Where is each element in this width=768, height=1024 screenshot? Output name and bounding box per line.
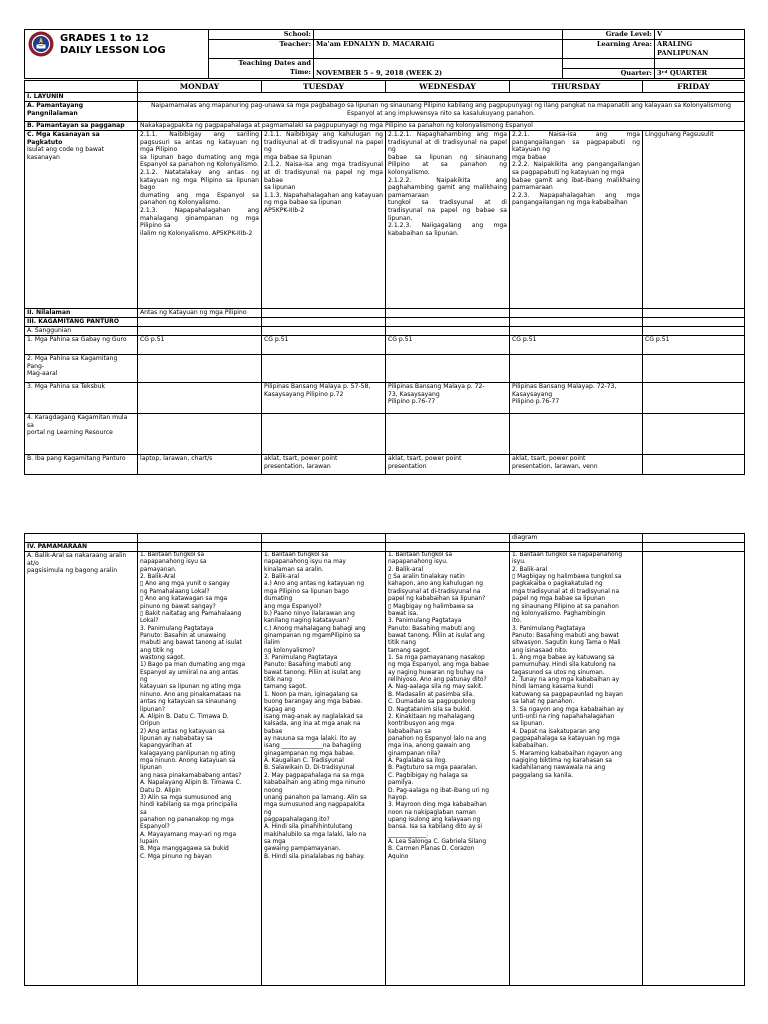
blank-cell [138,93,745,102]
document-title [60,33,166,57]
blank-cell [262,327,386,336]
gabay-thursday: CG p.51 [510,336,643,355]
blank-cell [510,414,643,455]
blank-cell [643,534,745,543]
teksbuk-monday [138,383,262,414]
nilalaman-text: Antas ng Katayuan ng mga Pilipino [138,309,262,318]
nilalaman-label: II. Nilalaman [25,309,138,318]
pamantayan-pagganap-text: Nakakapagpakita ng pagpapahalaga at pagmamalaki sa pagpupunyagi ng mga Pilipino sa panahon ng kolonyalismong Espanyol [138,122,745,131]
blank-cell [138,543,262,552]
blank-cell [643,309,745,318]
teksbuk-wednesday: Pilipinas Bansang Malaya p. 72- 73, Kasaysayang Pilipino p.76-77 [386,383,510,414]
kasanayan-sublabel: Isulat ang code ng bawat kasanayan [27,146,104,161]
kagamitang-panturo-label: III. KAGAMITANG PANTURO [25,318,138,327]
grade-level-label: Grade Level: [563,30,655,40]
balik-aral-wednesday: 1. Balitaan tungkol sa napapanahong isyu. 2. Balik-aral ▯ Sa aralin tinalakay natin kahapon, ano ang kahulugan ng tradisyunal at di-tradisyunal na papel ng kababaihan sa lipunan? ▯ Magbigay ng halimbawa sa bawat isa. 3. Panimulang Pagtataya Panuto: Basahing mabuti ang bawat tanong. Piliin at isulat ang titik nang tamang sagot. 1. Sa mga pamayanang nasakop ng mga Espanyol, ang mga babae ay naging huwaran ng buhay na relihiyoso. Ano ang patunay dito? A. Nag-aalaga sila ng may sakit. B. Madasalin at pasimba sila. C. Dumadalo sa pagpupulong D. Nagtatanim sila sa bukid. 2. Kinakitaan ng mahalagang kontribusyon ang mga kababaihan sa panahon ng Espanyol lalo na ang mga ina, anong gawain ang ginampanan nila? A. Paglalaba sa ilog. B. Pagtuturo sa mga paaralan. C. Pagbibigay ng halaga sa pamilya. D. Pag-aalaga ng ibat-ibang uri ng hayop. 3. Mayroon ding mga kababaihan noon na nakipaglaban naman upang isulong ang kalayaan ng bansa. Isa sa kabilang dito ay si _____________. A. Lea Salonga C. Gabriela Silang B. Carmen Planas D. Corazon Aquino [386,552,510,986]
learning-area-label: Learning Area: [563,40,655,59]
iba-pang-kagamitan-label: B. Iba pang Kagamitang Panturo [25,455,138,475]
blank-cell [643,318,745,327]
school-value [314,30,563,40]
blank-cell [386,355,510,383]
blank-cell [262,543,386,552]
blank-cell [563,59,655,69]
day-friday: FRIDAY [643,81,745,93]
iba-wednesday: aklat, tsart, power point presentation [386,455,510,475]
iba-monday: laptop, larawan, chart/s [138,455,262,475]
blank-cell [386,534,510,543]
blank-cell [643,543,745,552]
blank-cell [138,327,262,336]
balik-aral-thursday: 1. Balitaan tungkol sa napapanahong isyu. 2. Balik-aral ▯ Magbigay ng halimbawa tungkol sa pagkakaiba o pagkakatulad ng mga tradisyunal at di tradisyunal na papel ng mga babae sa lipunan ng sinaunang Pilipino at sa panahon ng kolonyalismo. Paghambingin ito. 3. Panimulang Pagtataya Panuto: Basahing mabuti ang bawat sitwasyon. Sagutin kung Tama o Mali ang isinasaad nito. 1. Ang mga babae ay katuwang sa pamumuhay. Hindi sila katulong na tagasunod sa utos ng sinuman. 2. Tunay na ang mga kababaihan ay hindi lamang kasama kundi katuwang sa pagpapaunlad ng bayan sa lahat ng panahon. 3. Sa ngayon ang mga kababaihan ay unti-unti na ring napahahalagahan sa lipunan. 4. Dapat na isakatuparan ang pagpapahalaga sa katayuan ng mga kababaihan. 5. Maraming kababaihan ngayon ang nagiging biktima ng karahasan sa kadahilanang nawawala na ang paggalang sa kanila. [510,552,643,986]
blank-cell [138,414,262,455]
quarter-label: Quarter: [563,69,655,79]
school-label: School: [209,30,314,40]
kasanayan-monday: 2.1.1. Naibibigay ang sariling pagsusuri sa antas ng katayuan ng mga Pilipino sa lipunan bago dumating ang mga Espanyol sa panahon ng Kolonyalismo. 2.1.2. Natatalakay ang antas ng katayuan ng mga Pilipino sa lipunan bago dumating ang mga Espanyol sa panahon ng Kolonyalismo. 2.1.3. Napapahalagahan ang mahalagang ginampanan ng mga Pilipino sa ilalim ng Kolonyalismo. AP5KPK-IIIb-2 [138,131,262,309]
gabay-friday: CG p.51 [643,336,745,355]
iba-thursday-continued: diagram [510,534,643,543]
pamantayang-pangnilalaman-label: A. Pamantayang Pangnilalaman [25,102,138,122]
balik-aral-monday: 1. Balitaan tungkol sa napapanahong isyu sa pamayanan. 2. Balik-Aral ▯ Ano ang mga yunit o sangay ng Pamahalaang Lokal? ▯ Ano ang katawagan sa mga pinuno ng bawat sangay? ▯ Bakit naitatag ang Pamahalaang Lokal? 3. Panimulang Pagtataya Panuto: Basahin at unawaing mabuti ang bawat tanong at isulat ang titik ng wastong sagot. 1) Bago pa man dumating ang mga Espanyol ay umiiral na ang antas ng katayuan sa lipunan ng ating mga ninuno. Ano ang pinakamataas na antas ng katayuan sa sinaunang lipunan? A. Alipin B. Datu C. Timawa D. Oripun 2) Ang antas ng katayuan sa lipunan ay nababatay sa kapangyarihan at kalagayang panlipunan ng ating mga ninuno. Anong katayuan sa lipunan ang nasa pinakamababang antas? A. Napalayang Alipin B. Timawa C. Datu D. Alipin 3) Alin sa mga sumusunod ang hindi kabilang sa mga principalia sa panahon ng pananakop ng mga Espanyol? A. Mayayamang may-ari ng mga lupain B. Mga manggagawa sa bukid C. Mga pinuno ng bayan [138,552,262,986]
blank-cell [386,309,510,318]
blank-cell [510,543,643,552]
kasanayan-friday: Lingguhang Pagsusulit [643,131,745,309]
iba-tuesday: aklat, tsart, power point presentation, larawan [262,455,386,475]
blank-cell [510,318,643,327]
blank-cell [386,543,510,552]
kasanayan-wednesday: 2.1.2.1. Napaghahambing ang mga tradisyunal at di tradisyunal na papel ng babae sa lipunan ng sinaunang Pilipino at sa panahon ng kolonyalismo. 2.1.2.2. Naipakikita ang paghahambing gamit ang malikhaing pamamaraan tungkol sa tradisyunal at di tradisyunal na papel ng babae sa lipunan. 2.1.2.3. Naiigagalang ang mga kababaihan sa lipunan. [386,131,510,309]
pamantayang-pangnilalaman-text: Naipamamalas ang mapanuring pag-unawa sa mga pagbabago sa lipunan ng sinaunang Pilipino kabilang ang pagpupunyagi ng ilang pangkat na mapanatili ang kalayaan sa Kolonyalismong Espanyol at ang impluwensya nito sa kasalukuyang panahon. [138,102,745,122]
grade-level-value: V [655,30,745,40]
balik-aral-tuesday: 1. Balitaan tungkol sa napapanahong isyu na may kinalaman sa aralin. 2. Balik-aral a.) Ano ang antas ng katayuan ng mga Pilipino sa lipunan bago dumating ang mga Espanyol? b.) Paano ninyo ilalarawan ang kanilang naging katatayuan? c.) Anong mahalagang bahagi ang ginampanan ng mgamPilipino sa ilalim ng kolonyalismo? 3. Panimulang Pagtataya Panuto: Basahing mabuti ang bawat tanong. Piliin at isulat ang titik nang tamang sagot. 1. Noon pa man, iginagalang sa buong barangay ang mga babae. Kapag ang isang mag-anak ay naglalakad sa kalsada, ang ina at mga anak na babae ay nauuna sa mga lalaki. Ito ay isang ______________na bahagiing ginagampanan ng mga babae. A. Kaugalian C. Tradisyunal B. Salawikain D. Di-tradisyunal 2. May pagpapahalaga na sa mga kababaihan ang ating mga ninuno noong unang panahon pa lamang. Alin sa mga sumusunod ang nagpapakita ng pagpapahalagang ito? A. Hindi sila pinahihintulutang makihalubilo sa mga lalaki, lalo na sa mga gawaing pampamayanan. B. Hindi sila pinalalabas ng bahay. [262,552,386,986]
pamamaraan-label: IV. PAMAMARAAN [25,543,138,552]
title-line2: DAILY LESSON LOG [60,45,166,56]
blank-cell [138,534,262,543]
quarter-value: 3ʳᵈ QUARTER [655,69,745,79]
blank-cell [262,355,386,383]
kasanayan-label: C. Mga Kasanayan sa Pagkatuto [27,131,100,146]
iba-thursday: aklat, tsart, power point presentation, larawan, venn [510,455,643,475]
day-wednesday: WEDNESDAY [386,81,510,93]
dates-value: NOVEMBER 5 – 9, 2018 (WEEK 2) [314,59,563,79]
kasanayan-thursday: 2.2.1. Naisa-isa ang mga pangangailangan sa pagpapabuti ng katayuan ng mga babae 2.2.2. Naipakikita ang pangangailangan sa pagpapabuti ng katayuan ng mga babae gamit ang ibat-ibang malikhaing pamamaraan 2.2.3. Napapahalagahan ang mga pangangailangan ng mga kababaihan [510,131,643,309]
blank-cell [25,534,138,543]
blank-cell [510,327,643,336]
blank-cell [386,318,510,327]
blank-cell [138,318,262,327]
blank-cell [510,355,643,383]
gabay-tuesday: CG p.51 [262,336,386,355]
dates-label-line2: Time: [289,68,311,76]
blank-cell [138,355,262,383]
blank-cell [655,59,745,69]
kasanayan-label-cell [25,131,138,309]
teksbuk-tuesday: Pilipinas Bansang Malaya p. 57-58, Kasaysayang Pilipino p.72 [262,383,386,414]
lesson-table-page1 [24,80,744,475]
kagamitang-pang-mag-aaral-label: 2. Mga Pahina sa Kagamitang Pang- Mag-aaral [25,355,138,383]
blank-cell [643,327,745,336]
sanggunian-label: A. Sanggunian [25,327,138,336]
title-line1: GRADES 1 to 12 [60,33,149,44]
blank-cell [262,534,386,543]
teksbuk-thursday: Pilipinas Bansang Malayap. 72-73, Kasaysayang Pilipino p.76-77 [510,383,643,414]
gabay-wednesday: CG p.51 [386,336,510,355]
iba-friday [643,455,745,475]
teacher-value: Ma'am EDNALYN D. MACARAIG [314,40,563,59]
corner-cell [25,81,138,93]
dates-label [209,59,314,79]
kasanayan-tuesday: 2.1.1. Naibibigay ang kahulugan ng tradisyunal at di tradisyunal na papel ng mga babae sa lipunan 2.1.2. Naisa-isa ang mga tradisyunal at di tradisyunal na papel ng mga babae sa lipunan 1.1.3. Napahahalagahan ang katayuan ng mga babae sa lipunan AP5KPK-IIIb-2 [262,131,386,309]
blank-cell [262,318,386,327]
blank-cell [262,414,386,455]
gabay-guro-label: 1. Mga Pahina sa Gabay ng Guro [25,336,138,355]
deped-seal-icon [28,31,54,57]
pamantayan-pagganap-label: B. Pamantayan sa pagganap [25,122,138,131]
day-thursday: THURSDAY [510,81,643,93]
dates-label-line1: Teaching Dates and [238,59,311,67]
balik-aral-label: A. Balik-Aral sa nakaraang aralin at/o pagsisimula ng bagong aralin [25,552,138,986]
lesson-table-page2 [24,533,744,986]
learning-area-value: ARALING PANLIPUNAN [655,40,745,59]
blank-cell [643,355,745,383]
gabay-monday: CG p.51 [138,336,262,355]
blank-cell [510,309,643,318]
balik-aral-friday [643,552,745,986]
karagdagang-kagamitan-label: 4. Karagdagang Kagamitan mula sa portal ng Learning Resource [25,414,138,455]
day-tuesday: TUESDAY [262,81,386,93]
section-layunin: I. LAYUNIN [25,93,138,102]
blank-cell [643,414,745,455]
blank-cell [386,327,510,336]
day-monday: MONDAY [138,81,262,93]
teksbuk-friday [643,383,745,414]
teacher-label: Teacher: [209,40,314,59]
blank-cell [262,309,386,318]
teksbuk-label: 3. Mga Pahina sa Teksbuk [25,383,138,414]
blank-cell [386,414,510,455]
